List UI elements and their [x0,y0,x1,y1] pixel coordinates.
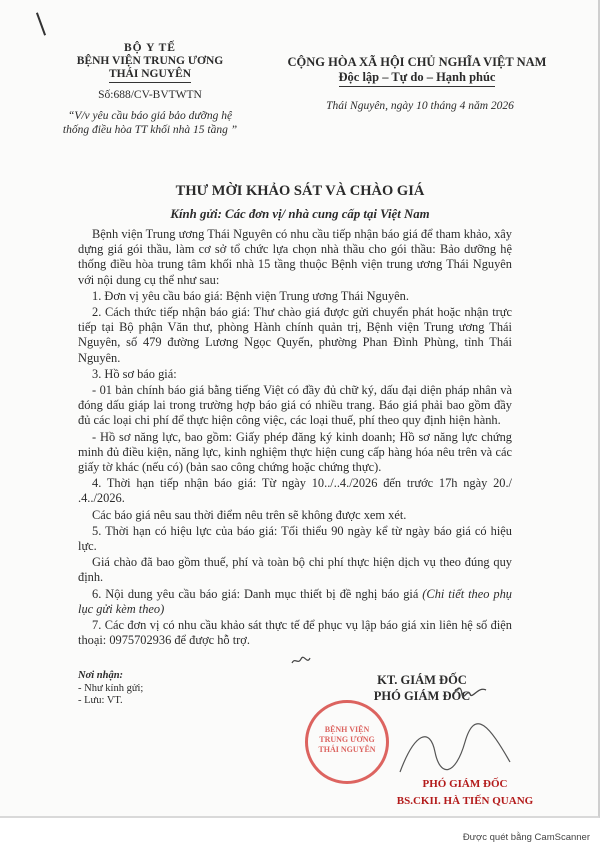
document-date: Thái Nguyên, ngày 10 tháng 4 năm 2026 [326,100,514,112]
national-header [252,55,582,87]
hospital-name-line1: BỆNH VIỆN TRUNG ƯƠNG [76,55,224,67]
paragraph-item-4: 4. Thời hạn tiếp nhận báo giá: Từ ngày 10../..4./2026 đến trước 17h ngày 20./ .4../2026. [78,476,512,506]
paragraph-item-1: 1. Đơn vị yêu cầu báo giá: Bệnh viện Trung ương Thái Nguyên. [92,288,409,303]
paragraph-item-6-italic: (Chi tiết theo phụ lục gửi kèm theo) [78,586,512,616]
handwritten-signature [452,684,488,702]
pen-mark [36,12,46,35]
paragraph-item-3b: - Hồ sơ năng lực, bao gồm: Giấy phép đăng ký kinh doanh; Hồ sơ năng lực chứng minh đủ điều kiện, năng lực, kinh nghiệm thực hiện cung cấp hàng hóa nêu trên và các giấy tờ khác (nếu có) (bản sao công chứng hoặc chứng thực). [78,429,512,475]
signature-authority: KT. GIÁM ĐỐC [377,673,467,687]
paragraph-item-6-text: 6. Nội dung yêu cầu báo giá: Danh mục thiết bị đề nghị báo giá [92,586,419,601]
paragraph-item-2: 2. Cách thức tiếp nhận báo giá: Thư chào giá được gửi chuyển phát hoặc nhận trực tiếp tại Bộ phận Văn thư, phòng Hành chính quản trị, Bệnh viện Trung ương Thái Nguyên, số 479 đường Lương Ngọc Quyến, phường Phan Đình Phùng, tỉnh Thái Nguyên. [78,305,512,365]
paragraph-item-5-note: Giá chào đã bao gồm thuế, phí và toàn bộ chi phí thực hiện dịch vụ theo đúng quy định. [78,555,512,585]
signature-position: PHÓ GIÁM ĐỐC [373,689,471,703]
paragraph-item-3: 3. Hồ sơ báo giá: [92,366,177,381]
paragraph-intro: Bệnh viện Trung ương Thái Nguyên có nhu cầu tiếp nhận báo giá để tham khảo, xây dựng giá gói thầu, làm cơ sở tổ chức lựa chọn nhà thầu cho gói thầu: Bảo dưỡng hệ thống điều hòa trung tâm khối nhà 15 tầng thuộc Bệnh viện trung ương Thái Nguyên với nội dung cụ thể như sau: [78,227,512,287]
hospital-name-line2: THÁI NGUYÊN [109,68,191,83]
nation-title: CỘNG HÒA XÃ HỘI CHỦ NGHĨA VIỆT NAM [287,55,547,69]
national-motto: Độc lập – Tự do – Hạnh phúc [339,70,496,87]
stamp-text: BỆNH VIỆN TRUNG ƯƠNG THÁI NGUYÊN [318,725,376,754]
recipients-label: Nơi nhận: [78,670,124,681]
paragraph-item-7: 7. Các đơn vị có nhu cầu khảo sát thực tế để phục vụ lập báo giá xin liên hệ số điện thoại: 0975702936 để được hỗ trợ. [78,618,512,648]
recipients-block [78,670,278,708]
signer-name: BS.CKII. HÀ TIẾN QUANG [396,795,534,807]
recipient-item: - Lưu: VT. [78,695,123,706]
document-title: THƯ MỜI KHẢO SÁT VÀ CHÀO GIÁ [175,183,425,199]
recipient-item: - Như kính gửi; [78,682,144,694]
paragraph-item-3a: - 01 bản chính báo giá bằng tiếng Việt có đầy đủ chữ ký, dấu đại diện pháp nhân và đóng dấu giáp lai trong trường hợp báo giá có nhiều trang. Báo giá phải bao gồm đầy đủ các loại chi phí để thực hiện công việc, các loại thuế, phí theo quy định hiện hành. [78,383,512,428]
subject-line1: “V/v yêu cầu báo giá bảo dưỡng hệ [67,110,233,122]
signer-title: PHÓ GIÁM ĐỐC [422,778,508,790]
signer-block [365,776,565,810]
document-body [78,227,512,649]
document-number: Số:688/CV-BVTWTN [98,89,202,101]
paragraph-item-6 [78,587,512,617]
scanner-watermark: Được quét bằng CamScanner [462,832,590,843]
red-seal-stamp [305,700,389,784]
ministry-name: BỘ Y TẾ [124,42,176,54]
paragraph-item-5: 5. Thời hạn có hiệu lực của báo giá: Tối thiểu 90 ngày kể từ ngày báo giá có hiệu lực. [78,523,512,554]
paragraph-item-4-note: Các báo giá nêu sau thời điểm nêu trên sẽ không được xem xét. [92,507,407,522]
issuer-block [40,42,260,137]
recipient-line: Kính gửi: Các đơn vị/ nhà cung cấp tại Việt Nam [170,207,430,221]
initial-mark [290,652,312,671]
subject-line2: thống điều hòa TT khối nhà 15 tầng ” [62,124,238,136]
